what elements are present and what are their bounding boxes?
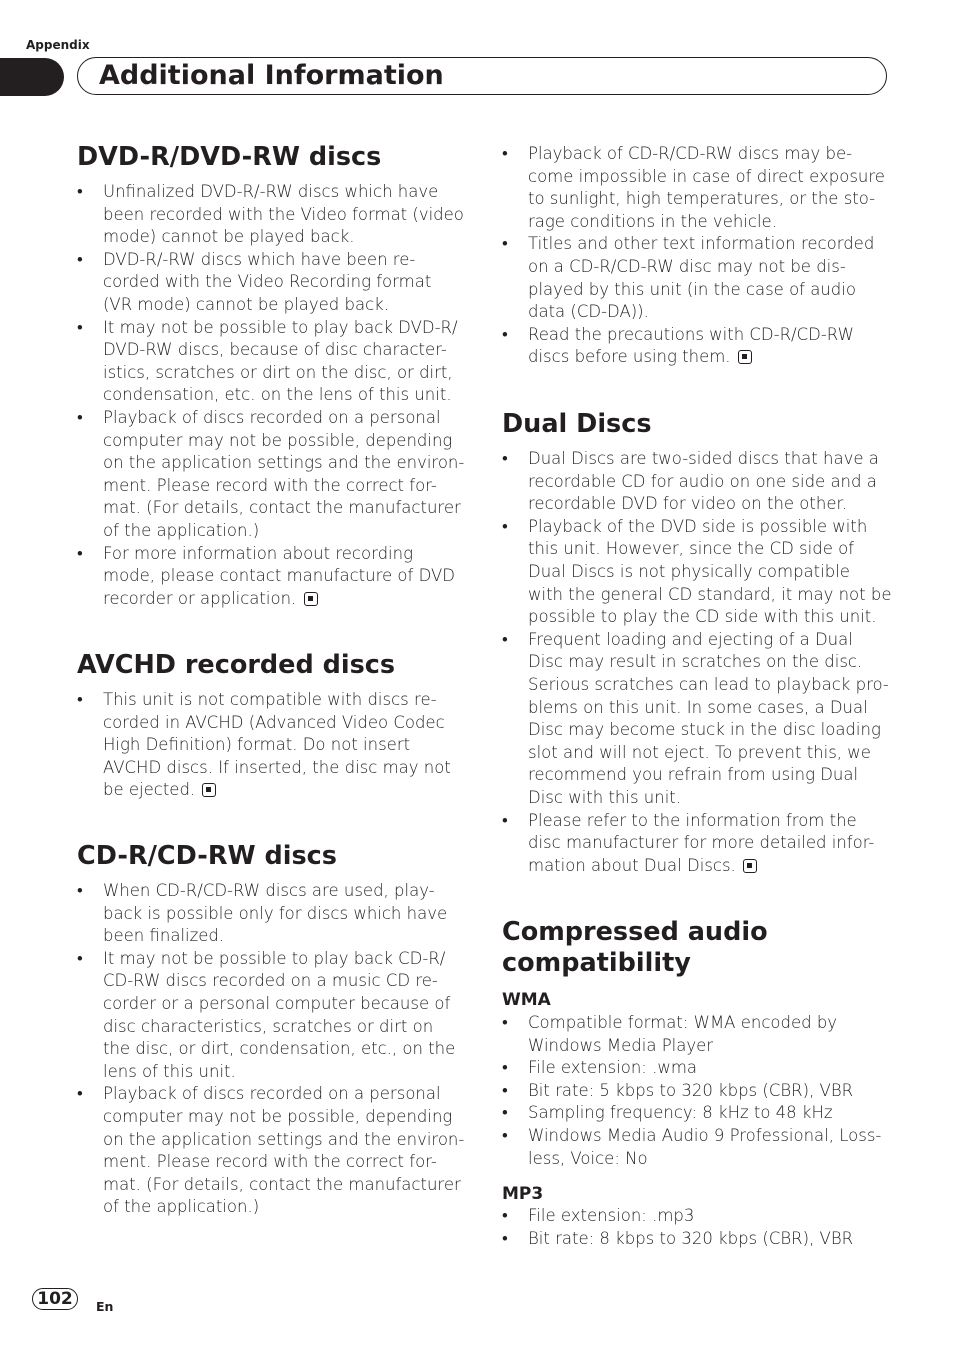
list-item-line: recordable DVD for video on the other. (528, 494, 847, 514)
list-item-line: High Definition) format. Do not insert (103, 735, 411, 755)
heading-dvd-discs: DVD-R/DVD-RW discs (77, 142, 382, 172)
list-item (502, 1080, 881, 1103)
heading-dual-discs: Dual Discs (502, 409, 652, 439)
list-item-line: of the application.) (103, 520, 260, 540)
list-item-line: Disc may become stuck in the disc loading (528, 720, 881, 740)
section-end-icon (202, 783, 216, 797)
list-item-line: corded in AVCHD (Advanced Video Codec (103, 712, 445, 732)
list-item-line: (VR mode) cannot be played back. (103, 294, 389, 314)
list-item (77, 317, 464, 407)
section-end-icon (738, 350, 752, 364)
list-item-line: Disc may result in scratches on the disc. (528, 652, 863, 672)
list-item-line: CD-RW discs recorded on a music CD re- (103, 971, 438, 991)
list-item-line: less, Voice: No (528, 1148, 648, 1168)
list-item (502, 516, 892, 629)
list-item-line: corder or a personal computer because of (103, 993, 451, 1013)
list-item (502, 1102, 881, 1125)
list-item-line: blems on this unit. In some cases, a Dual (528, 697, 868, 717)
bullet-icon: • (502, 516, 508, 536)
list-item-line: possible to play the CD side with this unit. (528, 607, 877, 627)
list-item (502, 1012, 881, 1057)
list-item-line: Bit rate: 5 kbps to 320 kbps (CBR), VBR (528, 1080, 854, 1100)
bullet-icon: • (77, 1084, 83, 1104)
list-item-line: Playback of discs recorded on a personal (103, 407, 441, 427)
bullet-icon: • (502, 1228, 508, 1248)
bullet-icon: • (502, 1013, 508, 1032)
list-item (502, 233, 885, 323)
section-header-bar (77, 57, 887, 95)
list-item-line: For more information about recording (103, 543, 413, 563)
list-item-line: Serious scratches can lead to playback pro- (528, 674, 889, 694)
bullet-icon: • (77, 543, 83, 563)
bullet-icon: • (77, 407, 83, 427)
list-item (77, 407, 464, 543)
list-item-line: played by this unit (in the case of audio (528, 279, 856, 299)
list-item-line: computer may not be possible, depending (103, 430, 453, 450)
list-item-line: be ejected. (103, 780, 196, 800)
list-item-line: File extension: .wma (528, 1058, 698, 1078)
bullet-icon: • (502, 1103, 508, 1123)
bullet-icon: • (77, 249, 83, 269)
list-item-line: on a CD-R/CD-RW disc may not be dis- (528, 256, 846, 276)
bullet-icon: • (502, 449, 508, 468)
subheading-wma: WMA (502, 990, 551, 1010)
list-item (502, 324, 885, 369)
dual-discs-list (502, 448, 892, 877)
list-item-line: to sunlight, high temperatures, or the sto- (528, 189, 876, 209)
list-item-line: corded with the Video Recording format (103, 272, 432, 292)
heading-cdr-discs: CD-R/CD-RW discs (77, 841, 337, 871)
list-item-line: Playback of discs recorded on a personal (103, 1084, 441, 1104)
list-item-line: Dual Discs is not physically compatible (528, 561, 850, 581)
bullet-icon: • (77, 317, 83, 337)
list-item-line: come impossible in case of direct exposure (528, 166, 885, 186)
bullet-icon: • (77, 690, 83, 709)
cdr-discs-list-continued (502, 143, 885, 369)
list-item-line: Bit rate: 8 kbps to 320 kbps (CBR), VBR (528, 1228, 854, 1248)
subheading-mp3: MP3 (502, 1184, 544, 1204)
list-item (502, 1228, 853, 1251)
list-item (502, 1205, 853, 1228)
bullet-icon: • (502, 629, 508, 649)
list-item (77, 1083, 464, 1219)
list-item-line: DVD-RW discs, because of disc character- (103, 340, 447, 360)
bullet-icon: • (502, 1125, 508, 1145)
list-item-line: Compatible format: WMA encoded by (528, 1013, 838, 1032)
list-item-line: rage conditions in the vehicle. (528, 211, 777, 231)
section-end-icon (304, 592, 318, 606)
list-item-line: Unfinalized DVD-R/-RW discs which have (103, 182, 439, 201)
bullet-icon: • (502, 144, 508, 163)
list-item-line: lens of this unit. (103, 1061, 236, 1081)
list-item-line: of the application.) (103, 1197, 260, 1217)
list-item-line: mation about Dual Discs. (528, 855, 736, 875)
list-item-line: DVD-R/-RW discs which have been re- (103, 249, 416, 269)
page-number: 102 (32, 1288, 78, 1310)
list-item-line: Titles and other text information recorded (528, 234, 875, 254)
list-item-line: Read the precautions with CD-R/CD-RW (528, 324, 854, 344)
mp3-list (502, 1205, 853, 1250)
list-item-line: istics, scratches or dirt on the disc, or dirt, (103, 362, 453, 382)
bullet-icon: • (502, 1206, 508, 1225)
bullet-icon: • (502, 234, 508, 254)
list-item-line: mode) cannot be played back. (103, 227, 355, 247)
dvd-discs-list (77, 181, 464, 610)
list-item-line: Playback of the DVD side is possible with (528, 516, 868, 536)
list-item-line: AVCHD discs. If inserted, the disc may not (103, 757, 451, 777)
language-code: En (96, 1299, 114, 1314)
bullet-icon: • (77, 948, 83, 968)
list-item-line: condensation, etc. on the lens of this unit. (103, 385, 452, 405)
list-item-line: back is possible only for discs which have (103, 903, 448, 923)
list-item-line: data (CD-DA)). (528, 302, 649, 322)
appendix-label: Appendix (26, 38, 90, 52)
list-item-line: this unit. However, since the CD side of (528, 539, 855, 559)
list-item (502, 1057, 881, 1080)
section-end-icon (743, 859, 757, 873)
list-item-line: mat. (For details, contact the manufacturer (103, 498, 461, 518)
list-item (502, 810, 892, 878)
list-item-line: been finalized. (103, 926, 225, 946)
list-item-line: computer may not be possible, depending (103, 1106, 453, 1126)
list-item-line: mode, please contact manufacture of DVD (103, 566, 455, 586)
list-item-line: been recorded with the Video format (video (103, 204, 464, 224)
bullet-icon: • (77, 881, 83, 900)
list-item (502, 143, 885, 233)
list-item-line: ment. Please record with the correct for- (103, 1152, 437, 1172)
list-item-line: disc characteristics, scratches or dirt on (103, 1016, 434, 1036)
list-item-line: recorder or application. (103, 588, 297, 608)
heading-compressed-audio-line2: compatibility (502, 948, 691, 978)
list-item-line: slot and will not eject. To prevent this, we (528, 742, 871, 762)
cdr-discs-list (77, 880, 464, 1219)
list-item (77, 249, 464, 317)
heading-compressed-audio-line1: Compressed audio (502, 917, 768, 947)
section-tab-marker (0, 58, 64, 96)
bullet-icon: • (502, 1058, 508, 1078)
wma-list (502, 1012, 881, 1170)
heading-avchd-discs: AVCHD recorded discs (77, 650, 396, 680)
list-item-line: disc manufacturer for more detailed infor- (528, 833, 875, 853)
list-item-line: Disc with this unit. (528, 787, 682, 807)
bullet-icon: • (502, 810, 508, 830)
list-item-line: with the general CD standard, it may not be (528, 584, 892, 604)
list-item (77, 689, 451, 802)
bullet-icon: • (77, 182, 83, 201)
list-item-line: the disc, or dirt, condensation, etc., on the (103, 1039, 456, 1059)
list-item-line: recommend you refrain from using Dual (528, 765, 859, 785)
bullet-icon: • (502, 324, 508, 344)
list-item-line: Please refer to the information from the (528, 810, 857, 830)
list-item-line: ment. Please record with the correct for- (103, 475, 437, 495)
avchd-discs-list (77, 689, 451, 802)
list-item (77, 181, 464, 249)
list-item-line: on the application settings and the environ- (103, 453, 465, 473)
list-item (502, 629, 892, 810)
list-item (502, 448, 892, 516)
list-item-line: on the application settings and the environ- (103, 1129, 465, 1149)
list-item-line: recordable CD for audio on one side and a (528, 471, 877, 491)
list-item-line: This unit is not compatible with discs re- (103, 690, 437, 709)
list-item-line: Sampling frequency: 8 kHz to 48 kHz (528, 1103, 833, 1123)
list-item-line: Frequent loading and ejecting of a Dual (528, 629, 853, 649)
list-item-line: When CD-R/CD-RW discs are used, play- (103, 881, 435, 900)
list-item (502, 1125, 881, 1170)
list-item (77, 880, 464, 948)
list-item-line: Windows Media Audio 9 Professional, Loss- (528, 1125, 882, 1145)
list-item-line: Playback of CD-R/CD-RW discs may be- (528, 144, 853, 163)
section-title: Additional Information (99, 60, 444, 91)
list-item-line: It may not be possible to play back CD-R/ (103, 948, 446, 968)
list-item-line: It may not be possible to play back DVD-R/ (103, 317, 458, 337)
list-item-line: mat. (For details, contact the manufacturer (103, 1174, 461, 1194)
list-item-line: discs before using them. (528, 347, 731, 367)
list-item-line: File extension: .mp3 (528, 1206, 695, 1225)
list-item (77, 948, 464, 1084)
list-item (77, 543, 464, 611)
bullet-icon: • (502, 1080, 508, 1100)
list-item-line: Dual Discs are two-sided discs that have a (528, 449, 879, 468)
list-item-line: Windows Media Player (528, 1035, 714, 1055)
